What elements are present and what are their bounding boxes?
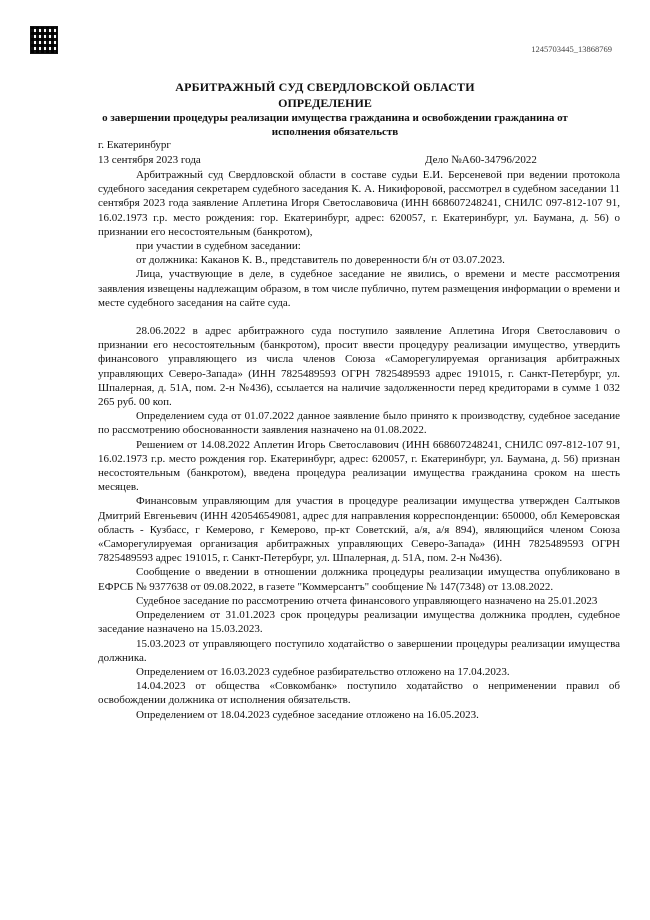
document-subject: о завершении процедуры реализации имущества гражданина и освобождении гражданина от исполнения обязательств	[102, 112, 568, 138]
paragraph: Сообщение о введении в отношении должника процедуры реализации имущества опубликовано в ЕФРСБ № 9377638 от 09.08.2022, в газете "Коммерсантъ" сообщение № 147(7348) от 13.08.2022.	[98, 566, 620, 593]
document-body	[98, 168, 620, 722]
paragraph: Определением от 16.03.2023 судебное разбирательство отложено на 17.04.2023.	[136, 665, 510, 678]
paragraph: Судебное заседание по рассмотрению отчета финансового управляющего назначено на 25.01.2023	[136, 594, 598, 607]
paragraph: Определением от 31.01.2023 срок процедуры реализации имущества должника продлен, судебное заседание назначено на 15.03.2023.	[98, 609, 620, 636]
paragraph: Решением от 14.08.2022 Аплетин Игорь Светославович (ИНН 668607248241, СНИЛС 097-812-107 91, 16.02.1973 г.р. место рождения гор. Екатеринбург, адрес: 620057, г. Екатеринбург, ул. Баумана, д. 56) признан несостоятельным (банкротом), введена процедура реализации имущества гражданина сроком на шесть месяцев.	[98, 438, 620, 494]
paragraph: 15.03.2023 от управляющего поступило ходатайство о завершении процедуры реализации имущества должника.	[98, 637, 620, 664]
paragraph: Определением суда от 01.07.2022 данное заявление было принято к производству, судебное заседание по рассмотрению обоснованности заявления назначено на 01.08.2022.	[98, 410, 620, 437]
document-id: 1245703445_13868769	[531, 44, 612, 54]
court-name: АРБИТРАЖНЫЙ СУД СВЕРДЛОВСКОЙ ОБЛАСТИ	[175, 80, 475, 94]
paragraph: при участии в судебном заседании:	[136, 240, 301, 253]
case-number: Дело №А60-34796/2022	[425, 154, 537, 166]
paragraph: Арбитражный суд Свердловской области в составе судьи Е.И. Берсеневой при ведении протокола судебного заседания секретарем судебного заседания К. А. Никифоровой, рассмотрел в судебном заседании 11 сентября 2023 года заявление Аплетина Игоря Светославовича (ИНН 668607248241, СНИЛС 097-812-107 91, 16.02.1973 г.р. место рождения: гор. Екатеринбург, адрес: 620057, г. Екатеринбург, ул. Баумана, д. 56) о признании его несостоятельным (банкротом),	[98, 169, 620, 238]
document-date: 13 сентября 2023 года	[98, 154, 201, 166]
paragraph: от должника: Каканов К. В., представитель по доверенности б/н от 03.07.2023.	[136, 254, 505, 267]
paragraph: 28.06.2022 в адрес арбитражного суда поступило заявление Аплетина Игоря Светославович о признании его несостоятельным (банкротом), просит ввести процедуру реализации имущество, утвердить финансового управляющего из числа членов Союза «Саморегулируемая организация арбитражных управляющих Северо-Запада» (ИНН 7825489593 ОГРН 7825489593 адрес 191015, г. Санкт-Петербург, ул. Шпалерная, д. 51А, пом. 2-н №436), ссылается на наличие задолженности перед кредиторами в сумме 1 032 265 руб. 00 коп.	[98, 325, 620, 409]
paragraph: 14.04.2023 от общества «Совкомбанк» поступило ходатайство о неприменении правил об освобождении должника от исполнения обязательств.	[98, 680, 620, 707]
city: г. Екатеринбург	[98, 139, 171, 151]
paragraph: Определением от 18.04.2023 судебное заседание отложено на 16.05.2023.	[136, 708, 479, 721]
paragraph: Финансовым управляющим для участия в процедуре реализации имущества утвержден Салтыков Дмитрий Евгеньевич (ИНН 420546549081, адрес для направления корреспонденции: 650000, обл Кемеровская область - Кузбасс, г Кемерово, г Кемерово, пр-кт Советский, а/я, а/я 894), являющийся членом Союза «Саморегулируемая организация арбитражных управляющих Северо-Запада» (ИНН 7825489593 ОГРН 7825489593 адрес 191015, г. Санкт-Петербург, ул. Шпалерная, д. 51А, пом. 2-н №436).	[98, 495, 620, 565]
paragraph: Лица, участвующие в деле, в судебное заседание не явились, о времени и месте рассмотрения заявления извещены надлежащим образом, в том числе публично, путем размещения информации о времени и месте судебного заседания на сайте суда.	[98, 268, 620, 309]
qr-code	[30, 26, 58, 54]
document-type: ОПРЕДЕЛЕНИЕ	[278, 96, 372, 110]
